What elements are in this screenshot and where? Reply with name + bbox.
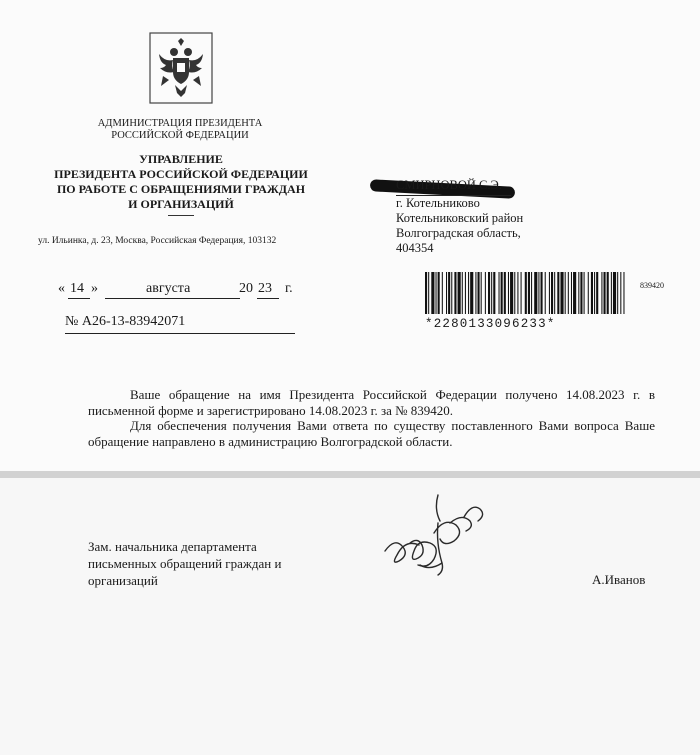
barcode-bar bbox=[525, 272, 527, 314]
department-name: УПРАВЛЕНИЕ ПРЕЗИДЕНТА РОССИЙСКОЙ ФЕДЕРАЦИИ ПО РАБОТЕ С ОБРАЩЕНИЯМИ ГРАЖДАН И ОРГАНИЗАЦИЙ bbox=[54, 152, 308, 211]
signatory-name: А.Иванов bbox=[592, 572, 646, 587]
barcode-bar bbox=[604, 272, 606, 314]
barcode-bar bbox=[568, 272, 569, 314]
barcode-bar bbox=[613, 272, 616, 314]
barcode-bar bbox=[468, 272, 469, 314]
barcode-bar bbox=[454, 272, 456, 314]
barcode-bar bbox=[436, 272, 437, 314]
barcode-bar bbox=[491, 272, 492, 314]
date-day: 14 bbox=[70, 281, 84, 296]
barcode-bar bbox=[557, 272, 559, 314]
state-emblem-icon bbox=[149, 32, 213, 104]
barcode-bar bbox=[528, 272, 530, 314]
barcode-bar bbox=[442, 272, 443, 314]
body-paragraph: Ваше обращение на имя Президента Российской Федерации получено 14.08.2023 г. в письменной форме и зарегистрировано 14.08.2023 г. за № 839420. bbox=[88, 387, 655, 418]
page-gap bbox=[0, 471, 700, 478]
barcode-bar bbox=[578, 272, 579, 314]
barcode-bar bbox=[501, 272, 503, 314]
registration-number: № А26-13-83942071 bbox=[65, 314, 186, 329]
barcode-bar bbox=[499, 272, 500, 314]
barcode-bar bbox=[504, 272, 506, 314]
recipient-block: СМИРНОВОЙ С.Э. г. Котельниково Котельниковский район Волгоградская область, 404354 bbox=[396, 178, 524, 255]
barcode-bar bbox=[560, 272, 563, 314]
barcode-bar bbox=[462, 272, 463, 314]
barcode-bar bbox=[545, 272, 546, 314]
barcode-bar bbox=[451, 272, 452, 314]
barcode-bar bbox=[623, 272, 624, 314]
barcode-bar bbox=[448, 272, 450, 314]
barcode-bar bbox=[607, 272, 609, 314]
barcode-bar bbox=[538, 272, 539, 314]
letter-lower-sheet bbox=[0, 478, 700, 755]
barcode-bar bbox=[580, 272, 582, 314]
underline bbox=[257, 298, 279, 299]
barcode-bar bbox=[481, 272, 482, 314]
barcode-bar bbox=[465, 272, 466, 314]
barcode-bar bbox=[485, 272, 486, 314]
barcode bbox=[425, 272, 625, 314]
barcode-bar bbox=[588, 272, 589, 314]
barcode-bar bbox=[428, 272, 429, 314]
barcode-bar bbox=[596, 272, 598, 314]
barcode-bar bbox=[521, 272, 522, 314]
recipient-name: СМИРНОВОЙ С.Э. bbox=[396, 178, 502, 192]
barcode-bar bbox=[478, 272, 480, 314]
issuer-name: АДМИНИСТРАЦИЯ ПРЕЗИДЕНТА РОССИЙСКОЙ ФЕДЕРАЦИИ bbox=[97, 118, 263, 141]
signature-icon bbox=[380, 493, 495, 583]
barcode-bar bbox=[534, 272, 537, 314]
barcode-bar bbox=[431, 272, 434, 314]
barcode-bar bbox=[446, 272, 447, 314]
barcode-bar bbox=[493, 272, 495, 314]
underline bbox=[396, 195, 511, 196]
barcode-bar bbox=[470, 272, 473, 314]
barcode-bar bbox=[551, 272, 553, 314]
barcode-bar bbox=[475, 272, 476, 314]
underline bbox=[68, 298, 90, 299]
barcode-bar bbox=[620, 272, 621, 314]
barcode-bar bbox=[617, 272, 618, 314]
letter-date: « 14 » августа 20 23 г. bbox=[58, 281, 308, 301]
barcode-bar bbox=[510, 272, 513, 314]
barcode-bar bbox=[488, 272, 490, 314]
barcode-bar bbox=[584, 272, 585, 314]
barcode-bar bbox=[571, 272, 572, 314]
barcode-bar bbox=[554, 272, 555, 314]
underline bbox=[105, 298, 240, 299]
signatory-title: Зам. начальника департамента письменных обращений граждан и организаций bbox=[88, 539, 282, 588]
date-month: августа bbox=[146, 281, 191, 296]
letter-body bbox=[88, 387, 655, 449]
barcode-bar bbox=[611, 272, 612, 314]
side-number: 839420 bbox=[640, 281, 664, 290]
date-year: 23 bbox=[258, 281, 272, 296]
barcode-bar bbox=[565, 272, 566, 314]
barcode-bar bbox=[508, 272, 509, 314]
barcode-bar bbox=[591, 272, 593, 314]
barcode-bar bbox=[531, 272, 532, 314]
underline bbox=[65, 333, 295, 334]
barcode-bar bbox=[573, 272, 576, 314]
barcode-bar bbox=[514, 272, 515, 314]
divider bbox=[168, 215, 194, 216]
barcode-bar bbox=[594, 272, 595, 314]
barcode-bar bbox=[541, 272, 543, 314]
barcode-number: *2280133096233* bbox=[425, 317, 556, 331]
issuer-address: ул. Ильинка, д. 23, Москва, Российская Федерация, 103132 bbox=[38, 236, 277, 246]
barcode-bar bbox=[517, 272, 518, 314]
body-paragraph: Для обеспечения получения Вами ответа по существу поставленного Вами вопроса Ваше обращение направлено в администрацию Волгоградской области. bbox=[88, 418, 655, 449]
barcode-bar bbox=[425, 272, 427, 314]
barcode-bar bbox=[601, 272, 602, 314]
barcode-bar bbox=[458, 272, 461, 314]
barcode-bar bbox=[438, 272, 440, 314]
barcode-bar bbox=[549, 272, 550, 314]
